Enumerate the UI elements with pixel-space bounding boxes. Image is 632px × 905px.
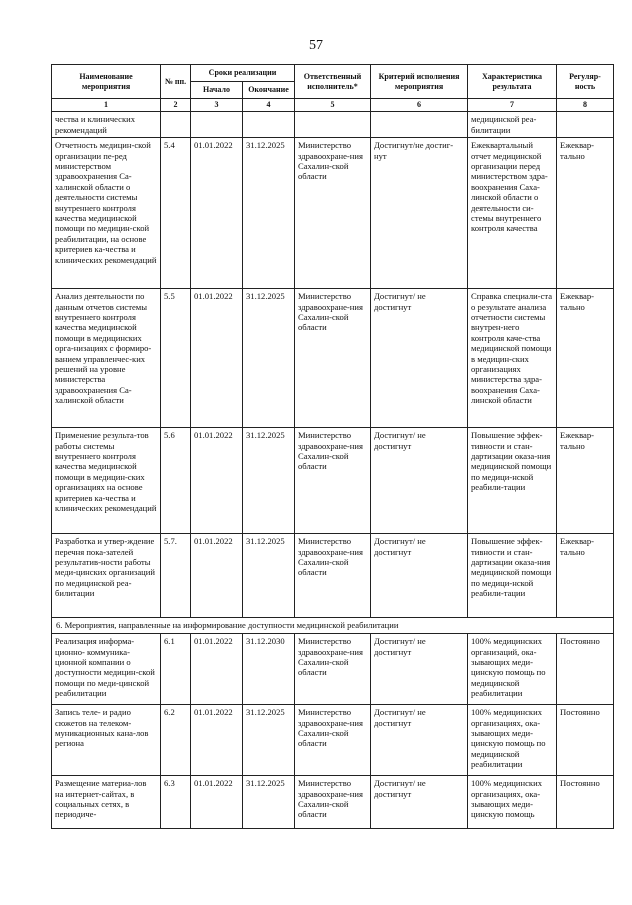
header-name: Наименование мероприятия: [52, 65, 161, 99]
cell-end: 31.12.2025: [243, 289, 295, 428]
table-row: [52, 138, 614, 289]
cell-result: Справка специали-ста о результате анализа отчетности системы внутрен-него контроля каче-ства медицинской помощи в медицин-ских организациях министерства здра-воохранения Саха-линской области: [468, 289, 557, 428]
section-row: [52, 618, 614, 634]
cell-name: Отчетность медицин-ской организации пе-ред министерством здравоохранения Са-халинской области о деятельности системы внутреннего контроля качества медицинской помощи по медицин-ской реабилитации, на основе критериев ка-чества и клинических рекомендаций: [52, 138, 161, 289]
header-terms: Сроки реализации: [191, 65, 295, 82]
table-row: [52, 705, 614, 776]
cell-result: Повышение эффек-тивности и стан-дартизации оказа-ния медицинской помощи по медици-нской реабили-тации: [468, 428, 557, 534]
header-end: Окончание: [243, 82, 295, 99]
cell-result: медицинской реа-билитации: [468, 112, 557, 138]
column-number: 4: [243, 99, 295, 112]
cell-result: 100% медицинских организациях, ока-зывающих меди-цинскую помощь: [468, 776, 557, 829]
cell-executor: Министерство здравоохране-ния Сахалин-ской области: [295, 138, 371, 289]
cell-result: 100% медицинских организациях, ока-зывающих меди-цинскую помощь по медицинской реабилитации: [468, 705, 557, 776]
cell-regularity: Постоянно: [557, 776, 614, 829]
table-row: [52, 112, 614, 138]
cell-executor: Министерство здравоохране-ния Сахалин-ской области: [295, 776, 371, 829]
cell-start: 01.01.2022: [191, 634, 243, 705]
cell-end: 31.12.2025: [243, 705, 295, 776]
cell-regularity: Ежеквар-тально: [557, 428, 614, 534]
cell-criterion: Достигнут/ не достигнут: [371, 705, 468, 776]
table-row: [52, 534, 614, 618]
header-num: № пп.: [161, 65, 191, 99]
header-result: Характеристика результата: [468, 65, 557, 99]
header-regularity: Регуляр-ность: [557, 65, 614, 99]
column-numbers-row: [52, 99, 614, 112]
cell-num: 5.6: [161, 428, 191, 534]
cell-executor: Министерство здравоохране-ния Сахалин-ской области: [295, 534, 371, 618]
cell-result: 100% медицинских организаций, ока-зывающих меди-цинскую помощь по медицинской реабилитации: [468, 634, 557, 705]
cell-end: 31.12.2025: [243, 776, 295, 829]
cell-executor: Министерство здравоохране-ния Сахалин-ской области: [295, 428, 371, 534]
cell-criterion: Достигнут/не достиг-нут: [371, 138, 468, 289]
column-number: 8: [557, 99, 614, 112]
cell-end: 31.12.2025: [243, 138, 295, 289]
header-criterion: Критерий исполнения мероприятия: [371, 65, 468, 99]
cell-name: Анализ деятельности по данным отчетов системы внутреннего контроля качества медицинской помощи в медицинских орга-низациях с формиро-ванием управленчес-ких решений на уровне министерства здравоохранения Са-халинской области: [52, 289, 161, 428]
section-title: 6. Мероприятия, направленные на информирование доступности медицинской реабилитации: [52, 618, 614, 634]
cell-end: 31.12.2025: [243, 534, 295, 618]
table-row: [52, 428, 614, 534]
column-number: 6: [371, 99, 468, 112]
cell-result: Повышение эффек-тивности и стан-дартизации оказа-ния медицинской помощи по медици-нской реабили-тации: [468, 534, 557, 618]
cell-name: Реализация информа-ционно- коммуника-ционной компании о доступности медицин-ской помощи по меди-цинской реабилитации: [52, 634, 161, 705]
page-number: 57: [309, 38, 323, 53]
cell-num: [161, 112, 191, 138]
cell-name: Размещение материа-лов на интернет-сайтах, в социальных сетях, в периодиче-: [52, 776, 161, 829]
cell-end: 31.12.2025: [243, 428, 295, 534]
table-row: [52, 289, 614, 428]
cell-criterion: Достигнут/ не достигнут: [371, 534, 468, 618]
cell-num: 6.2: [161, 705, 191, 776]
cell-regularity: Ежеквар-тально: [557, 138, 614, 289]
cell-start: 01.01.2022: [191, 776, 243, 829]
cell-criterion: Достигнут/ не достигнут: [371, 776, 468, 829]
cell-start: 01.01.2022: [191, 534, 243, 618]
cell-num: 6.3: [161, 776, 191, 829]
column-number: 3: [191, 99, 243, 112]
cell-executor: Министерство здравоохране-ния Сахалин-ской области: [295, 634, 371, 705]
table-row: [52, 634, 614, 705]
cell-name: Применение результа-тов работы системы внутреннего контроля качества медицинской помощи в медицин-ских организациях на основе критериев ка-чества и клинических рекомендаций: [52, 428, 161, 534]
measures-table: [51, 64, 614, 829]
cell-criterion: Достигнут/ не достигнут: [371, 634, 468, 705]
cell-executor: Министерство здравоохране-ния Сахалин-ской области: [295, 705, 371, 776]
cell-name: Разработка и утвер-ждение перечня пока-зателей результатив-ности работы меди-цинских организаций по медицинской реа-билитации: [52, 534, 161, 618]
cell-result: Ежеквартальный отчет медицинской организации перед министерством здра-воохранения Саха-линской области о деятельности си-стемы внутреннего контроля качества: [468, 138, 557, 289]
cell-start: 01.01.2022: [191, 289, 243, 428]
cell-name: чества и клинических рекомендаций: [52, 112, 161, 138]
header-executor: Ответственный исполнитель*: [295, 65, 371, 99]
cell-num: 5.4: [161, 138, 191, 289]
column-number: 1: [52, 99, 161, 112]
cell-criterion: Достигнут/ не достигнут: [371, 289, 468, 428]
cell-end: 31.12.2030: [243, 634, 295, 705]
cell-regularity: Ежеквар-тально: [557, 289, 614, 428]
cell-start: 01.01.2022: [191, 705, 243, 776]
cell-num: 5.5: [161, 289, 191, 428]
cell-regularity: Постоянно: [557, 705, 614, 776]
column-number: 2: [161, 99, 191, 112]
header-start: Начало: [191, 82, 243, 99]
cell-criterion: Достигнут/ не достигнут: [371, 428, 468, 534]
cell-criterion: [371, 112, 468, 138]
cell-start: 01.01.2022: [191, 138, 243, 289]
cell-executor: [295, 112, 371, 138]
cell-regularity: Постоянно: [557, 634, 614, 705]
cell-start: [191, 112, 243, 138]
cell-end: [243, 112, 295, 138]
cell-name: Запись теле- и радио сюжетов на телеком-муникационных кана-лов региона: [52, 705, 161, 776]
cell-regularity: [557, 112, 614, 138]
table-row: [52, 776, 614, 829]
cell-num: 6.1: [161, 634, 191, 705]
column-number: 7: [468, 99, 557, 112]
column-number: 5: [295, 99, 371, 112]
cell-regularity: Ежеквар-тально: [557, 534, 614, 618]
cell-executor: Министерство здравоохране-ния Сахалин-ской области: [295, 289, 371, 428]
cell-num: 5.7.: [161, 534, 191, 618]
cell-start: 01.01.2022: [191, 428, 243, 534]
